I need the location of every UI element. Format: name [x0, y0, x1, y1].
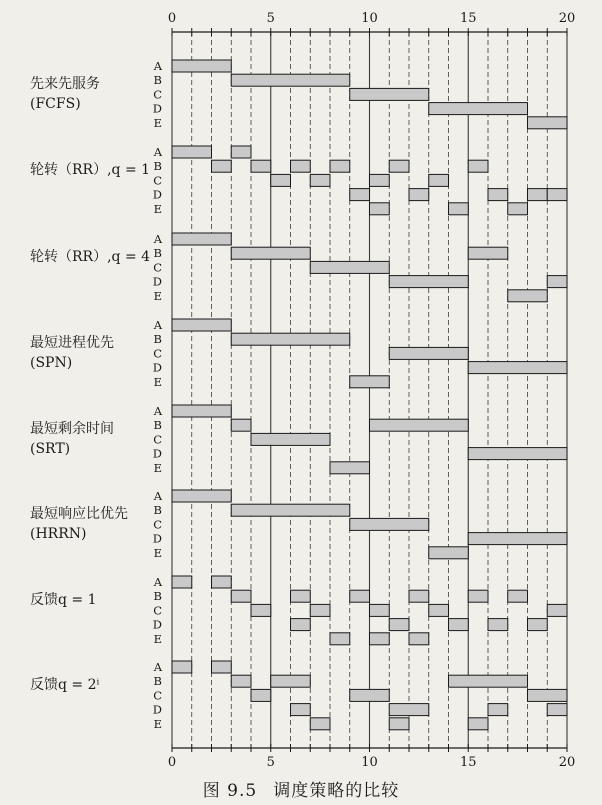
- policy-label-hrrn: [30, 504, 128, 544]
- process-label: D: [152, 360, 162, 375]
- bar-fb1-E: [330, 633, 350, 645]
- caption-number: 图 9.5: [202, 781, 258, 801]
- process-label: D: [152, 531, 162, 546]
- policy-label-spn: [30, 333, 114, 373]
- process-label: E: [153, 374, 162, 389]
- policy-name: 最短响应比优先: [30, 506, 128, 522]
- bar-fb1-D: [389, 619, 409, 631]
- bar-rr1-D: [528, 189, 548, 201]
- bar-fb1-B: [291, 590, 311, 602]
- bar-fb2-A: [172, 661, 192, 673]
- bar-spn-D: [468, 362, 567, 374]
- bottom-tick-label: 15: [459, 755, 477, 770]
- policy-name: 反馈q = 2ⁱ: [30, 677, 100, 693]
- bar-fb1-A: [212, 576, 232, 588]
- bottom-tick-label: 10: [361, 755, 378, 770]
- bar-srt-C: [251, 433, 330, 445]
- bar-fb2-D: [488, 704, 508, 716]
- policy-abbrev: (SRT): [30, 441, 71, 457]
- top-tick-label: 0: [167, 11, 177, 26]
- top-tick-label: 10: [361, 11, 378, 26]
- policy-name: 反馈q = 1: [30, 592, 97, 608]
- figure-caption: [0, 776, 602, 801]
- bottom-tick-label: 20: [558, 755, 576, 770]
- process-label: C: [153, 87, 162, 102]
- bar-hrrn-E: [429, 547, 469, 559]
- bar-hrrn-C: [350, 518, 429, 530]
- process-label: D: [152, 617, 162, 632]
- bar-rr1-C: [429, 174, 449, 186]
- bar-fb2-E: [468, 718, 488, 730]
- bar-fb2-C: [350, 689, 390, 701]
- policy-abbrev: (HRRN): [30, 526, 87, 542]
- bar-fb1-D: [488, 619, 508, 631]
- bar-rr1-D: [409, 189, 429, 201]
- bar-fb1-B: [508, 590, 528, 602]
- process-label: E: [153, 115, 162, 130]
- process-label: C: [153, 603, 162, 618]
- bar-fcfs-C: [350, 88, 429, 100]
- policy-name: 轮转（RR）,q = 4: [30, 249, 151, 265]
- bar-fb2-D: [291, 704, 311, 716]
- bar-fb2-B: [271, 675, 311, 687]
- bar-fb2-D: [547, 704, 567, 716]
- process-label: A: [153, 660, 162, 674]
- bar-srt-E: [330, 462, 370, 474]
- bar-fb1-D: [449, 619, 469, 631]
- policy-label-srt: [30, 419, 114, 459]
- caption-text: 调度策略的比较: [273, 781, 400, 801]
- bar-rr4-B: [231, 247, 310, 259]
- bar-hrrn-B: [231, 504, 350, 516]
- process-label: C: [153, 517, 162, 532]
- process-label: C: [153, 346, 162, 361]
- bar-rr1-E: [449, 203, 469, 215]
- bar-fb1-B: [409, 590, 429, 602]
- bar-rr4-D: [547, 276, 567, 288]
- bar-rr1-C: [271, 174, 291, 186]
- bar-fcfs-B: [231, 74, 350, 86]
- process-label: E: [153, 201, 162, 216]
- bar-fb1-C: [547, 604, 567, 616]
- bar-fb2-A: [212, 661, 232, 673]
- bottom-tick-label: 0: [167, 755, 177, 770]
- process-label: C: [153, 173, 162, 188]
- policy-name: 最短进程优先: [30, 335, 114, 351]
- process-label: A: [153, 318, 162, 332]
- bar-rr1-D: [547, 189, 567, 201]
- bar-spn-E: [350, 376, 390, 388]
- bar-fb1-E: [370, 633, 390, 645]
- process-label: E: [153, 716, 162, 731]
- bar-rr1-E: [370, 203, 390, 215]
- bar-fb1-D: [528, 619, 548, 631]
- policy-label-rr4: [30, 247, 150, 267]
- process-label: C: [153, 260, 162, 275]
- process-label: B: [153, 332, 162, 347]
- bar-rr1-C: [310, 174, 330, 186]
- bar-fcfs-E: [528, 117, 568, 129]
- process-label: C: [153, 688, 162, 703]
- policy-abbrev: (SPN): [30, 355, 73, 371]
- bar-fb1-E: [409, 633, 429, 645]
- bar-rr1-A: [172, 146, 212, 158]
- bar-srt-D: [468, 448, 567, 460]
- policy-name: 最短剩余时间: [30, 421, 114, 437]
- bottom-tick-label: 5: [266, 755, 275, 770]
- bar-fb2-E: [310, 718, 330, 730]
- process-label: A: [153, 145, 162, 159]
- bar-fb1-B: [231, 590, 251, 602]
- process-label: E: [153, 460, 162, 475]
- bar-rr4-A: [172, 233, 231, 245]
- bar-rr1-D: [350, 189, 370, 201]
- bar-srt-A: [172, 405, 231, 417]
- bar-srt-B: [231, 419, 251, 431]
- bar-rr4-D: [389, 276, 468, 288]
- bar-fb1-D: [291, 619, 311, 631]
- bar-hrrn-A: [172, 490, 231, 502]
- process-label: D: [152, 101, 162, 116]
- policy-name: 先来先服务: [30, 76, 100, 92]
- process-label: B: [153, 73, 162, 88]
- process-label: A: [153, 232, 162, 246]
- bar-fb2-B: [231, 675, 251, 687]
- bar-fb2-E: [389, 718, 409, 730]
- policy-abbrev: (FCFS): [30, 96, 81, 112]
- bar-rr4-B: [468, 247, 508, 259]
- bar-fb2-C: [251, 689, 271, 701]
- bar-rr1-E: [508, 203, 528, 215]
- bar-rr1-A: [231, 146, 251, 158]
- bar-rr1-B: [291, 160, 311, 172]
- policy-label-rr1: [30, 160, 150, 180]
- bar-rr4-E: [508, 290, 548, 302]
- bar-fb1-C: [251, 604, 271, 616]
- bar-rr1-B: [251, 160, 271, 172]
- bar-fb2-B: [449, 675, 528, 687]
- process-label: B: [153, 503, 162, 518]
- bar-fb1-C: [310, 604, 330, 616]
- bar-fb2-C: [528, 689, 568, 701]
- bar-fcfs-A: [172, 60, 231, 72]
- process-label: B: [153, 159, 162, 174]
- process-label: B: [153, 418, 162, 433]
- process-label: E: [153, 288, 162, 303]
- bar-hrrn-D: [468, 533, 567, 545]
- bar-fb2-D: [389, 704, 429, 716]
- top-tick-label: 15: [459, 11, 477, 26]
- process-label: A: [153, 59, 162, 73]
- bar-fb1-B: [468, 590, 488, 602]
- process-label: C: [153, 432, 162, 447]
- bar-fb1-C: [429, 604, 449, 616]
- policy-label-fb1: [30, 590, 97, 610]
- bar-rr1-B: [212, 160, 232, 172]
- bar-srt-B: [370, 419, 469, 431]
- bar-fb1-B: [350, 590, 370, 602]
- bar-rr1-B: [468, 160, 488, 172]
- process-label: A: [153, 404, 162, 418]
- bar-rr1-B: [389, 160, 409, 172]
- policy-label-fb2: [30, 675, 99, 695]
- process-label: B: [153, 246, 162, 261]
- process-label: E: [153, 545, 162, 560]
- bar-fb1-A: [172, 576, 192, 588]
- process-label: D: [152, 274, 162, 289]
- process-label: D: [152, 187, 162, 202]
- bar-spn-B: [231, 333, 350, 345]
- process-label: D: [152, 702, 162, 717]
- bar-spn-A: [172, 319, 231, 331]
- top-tick-label: 20: [558, 11, 576, 26]
- bar-fb1-C: [370, 604, 390, 616]
- top-tick-label: 5: [266, 11, 275, 26]
- bar-rr4-C: [310, 261, 389, 273]
- policy-label-fcfs: [30, 74, 100, 114]
- process-label: A: [153, 489, 162, 503]
- policy-name: 轮转（RR）,q = 1: [30, 162, 151, 178]
- bar-spn-C: [389, 347, 468, 359]
- bar-rr1-D: [488, 189, 508, 201]
- process-label: D: [152, 446, 162, 461]
- process-label: B: [153, 674, 162, 689]
- process-label: E: [153, 631, 162, 646]
- bar-rr1-C: [370, 174, 390, 186]
- bar-rr1-B: [330, 160, 350, 172]
- bar-fcfs-D: [429, 103, 528, 115]
- process-label: A: [153, 575, 162, 589]
- process-label: B: [153, 589, 162, 604]
